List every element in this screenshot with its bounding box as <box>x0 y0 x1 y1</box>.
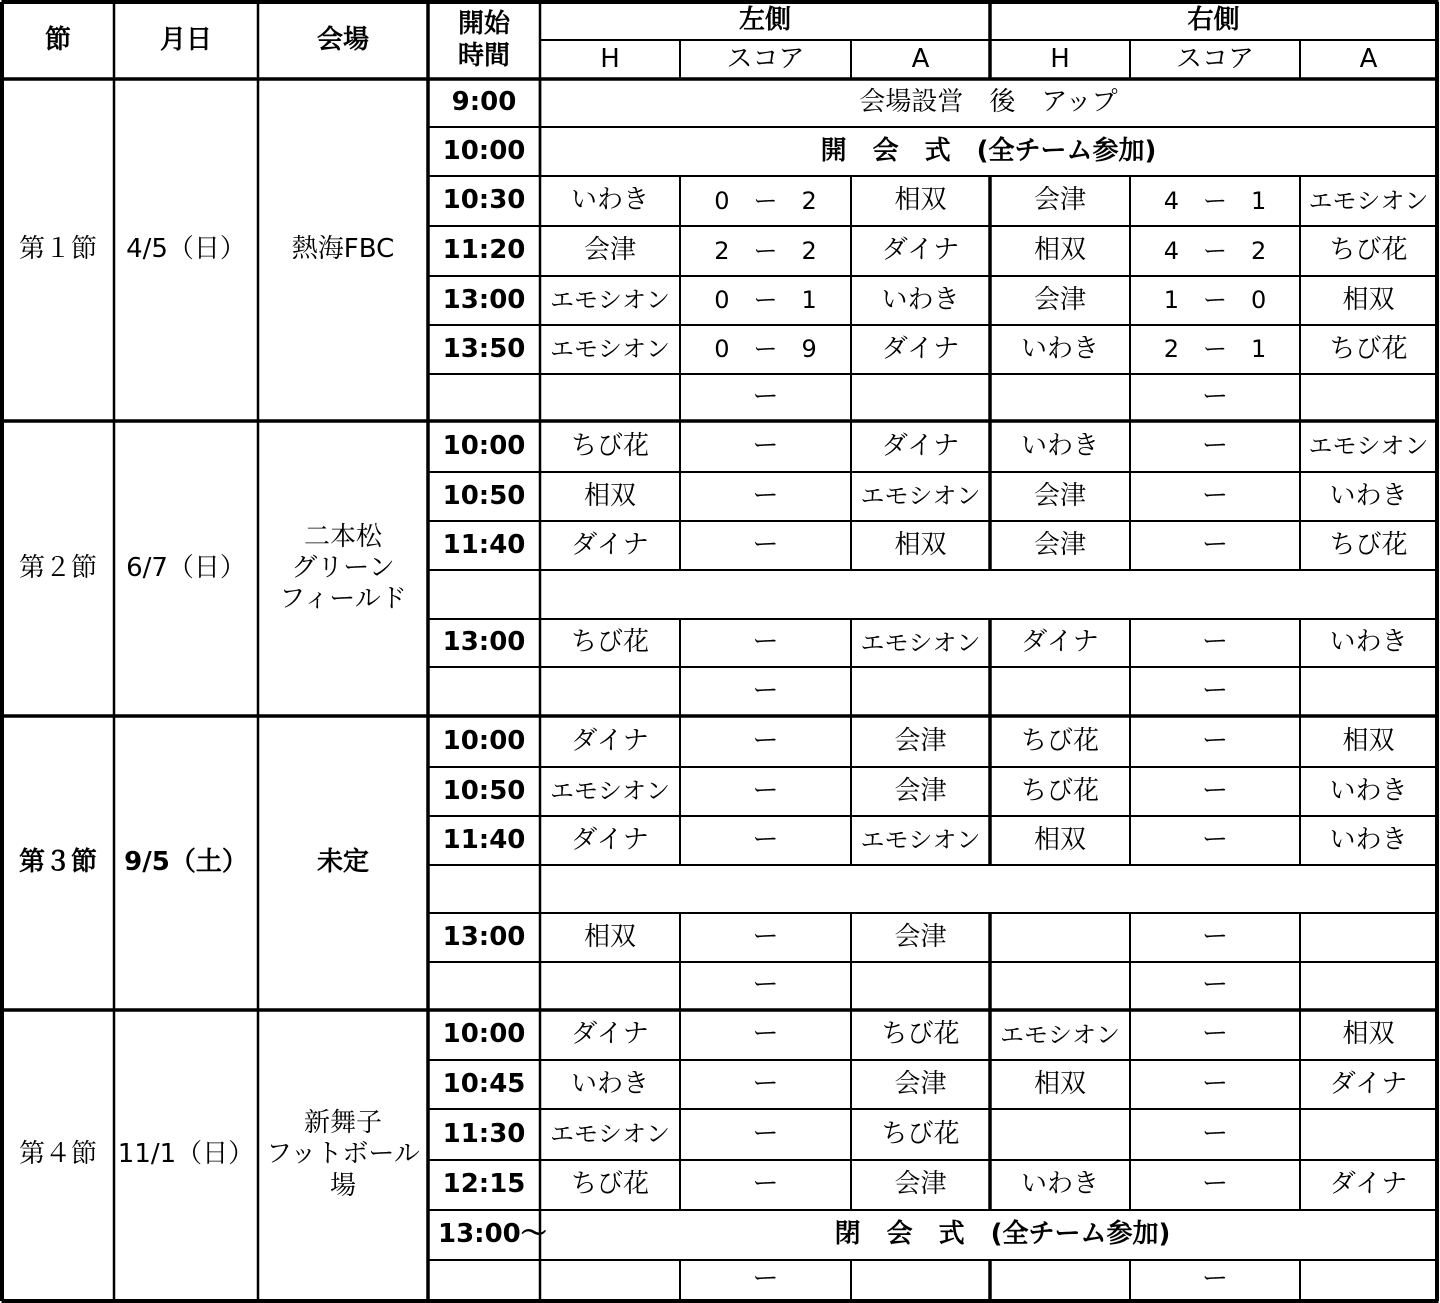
match-ra: ダイナ <box>1329 1169 1408 1200</box>
match-ra: いわき <box>1329 824 1408 855</box>
venue-line: 新舞子 <box>303 1108 382 1139</box>
round-venue <box>258 1010 428 1300</box>
match-la: ダイナ <box>881 333 960 364</box>
header-setsu: 節 <box>44 24 71 55</box>
match-ls: ー <box>752 970 779 1001</box>
match-ra: ちび花 <box>1329 235 1408 266</box>
header-start-time <box>428 2 540 79</box>
match-la: エモシオン <box>860 482 981 511</box>
time-cell: 10:00 <box>442 1019 526 1050</box>
match-ls: ー <box>752 725 779 756</box>
match-ra <box>1300 962 1437 1010</box>
span-cell: 開 会 式 (全チーム参加) <box>820 135 1157 166</box>
match-rh: 相双 <box>1033 824 1086 855</box>
match-la: 会津 <box>894 775 947 806</box>
time-cell: 12:15 <box>442 1169 526 1200</box>
header-col-h: H <box>1050 43 1070 74</box>
match-rs: ー <box>1201 381 1228 412</box>
match-la: ダイナ <box>881 430 960 461</box>
match-ls: ー <box>752 775 779 806</box>
match-lh: ダイナ <box>571 824 649 855</box>
match-rh: 相双 <box>1033 1068 1086 1099</box>
match-lh: エモシオン <box>550 335 670 364</box>
match-rh: エモシオン <box>1000 1020 1120 1049</box>
time-cell <box>428 1260 540 1300</box>
round-date: 11/1（日） <box>117 1139 255 1170</box>
match-ls: ー <box>752 1169 779 1200</box>
time-cell: 13:00～ <box>438 1219 547 1250</box>
match-rs: ー <box>1201 775 1228 806</box>
time-cell: 9:00 <box>451 87 517 118</box>
header-col-score: スコア <box>726 43 805 74</box>
round-label: 第４節 <box>18 1139 97 1170</box>
match-ra: エモシオン <box>1308 432 1429 461</box>
time-cell: 10:50 <box>442 480 526 511</box>
match-ra <box>1300 667 1437 716</box>
time-cell <box>428 374 540 421</box>
ceremony-cell: 閉 会 式 (全チーム参加) <box>834 1219 1171 1250</box>
header-date: 月日 <box>159 24 212 55</box>
match-lh: ちび花 <box>570 430 649 461</box>
venue-line: 未定 <box>316 847 369 878</box>
match-rs: ー <box>1201 921 1228 952</box>
match-lh: 会津 <box>583 235 636 266</box>
header-start-time-line2: 時間 <box>457 40 510 71</box>
match-ra: いわき <box>1329 480 1408 511</box>
match-lh: 相双 <box>583 921 636 952</box>
match-rh: ちび花 <box>1020 775 1099 806</box>
header-left-group: 左側 <box>738 5 791 36</box>
time-cell <box>428 667 540 716</box>
time-cell: 10:00 <box>442 430 526 461</box>
match-ra: 相双 <box>1342 1019 1395 1050</box>
match-rh: 会津 <box>1033 284 1086 315</box>
match-rs: ー <box>1201 1118 1228 1149</box>
match-ra <box>1300 913 1437 962</box>
match-rs: 4 ー 1 <box>1163 186 1267 215</box>
match-la <box>851 374 990 421</box>
match-rh <box>990 1260 1130 1300</box>
match-rs: ー <box>1201 430 1228 461</box>
match-lh: ちび花 <box>570 627 649 658</box>
match-la: いわき <box>881 284 960 315</box>
header-venue: 会場 <box>316 24 369 55</box>
span-cell: 会場設営 後 アップ <box>859 87 1118 118</box>
match-ls: ー <box>752 430 779 461</box>
round-venue <box>258 716 428 1010</box>
match-lh <box>540 1260 680 1300</box>
header-col-a: A <box>1359 43 1378 74</box>
time-cell: 10:00 <box>442 135 526 166</box>
match-ls: ー <box>752 529 779 560</box>
match-rh: いわき <box>1020 430 1099 461</box>
match-la <box>851 1260 990 1300</box>
match-rs: ー <box>1201 970 1228 1001</box>
venue-line: グリーン <box>291 552 395 583</box>
venue-line: 熱海FBC <box>291 234 395 265</box>
match-la: 会津 <box>894 1169 947 1200</box>
match-ls: 0 ー 9 <box>714 335 817 364</box>
match-lh: 相双 <box>583 480 636 511</box>
round-date: 9/5（土） <box>124 847 248 878</box>
match-ls: ー <box>752 1264 779 1295</box>
round-venue <box>258 79 428 421</box>
match-ls: ー <box>752 1118 779 1149</box>
match-ls: ー <box>752 627 779 658</box>
match-rh <box>990 962 1130 1010</box>
header-col-h: H <box>600 43 620 74</box>
match-ra <box>1300 1260 1437 1300</box>
match-la: ちび花 <box>881 1019 960 1050</box>
match-lh: いわき <box>570 185 649 216</box>
match-la: 会津 <box>894 1068 947 1099</box>
match-ra: 相双 <box>1342 284 1395 315</box>
match-ls: ー <box>752 824 779 855</box>
match-rs: ー <box>1201 675 1228 706</box>
match-ra <box>1300 374 1437 421</box>
header-start-time-line1: 開始 <box>457 9 510 40</box>
time-cell: 13:00 <box>442 921 526 952</box>
match-lh: エモシオン <box>550 1120 670 1149</box>
time-cell: 10:45 <box>442 1068 526 1099</box>
match-rs: ー <box>1201 1019 1228 1050</box>
match-lh: ダイナ <box>571 725 649 756</box>
round-label: 第３節 <box>18 847 97 878</box>
match-ra <box>1300 1109 1437 1160</box>
match-la: 相双 <box>894 529 947 560</box>
match-rs: 1 ー 0 <box>1163 286 1267 315</box>
match-rs: 4 ー 2 <box>1163 236 1267 265</box>
match-rh <box>990 1109 1130 1160</box>
match-la: 会津 <box>894 921 947 952</box>
match-ra: ちび花 <box>1329 529 1408 560</box>
match-rs: ー <box>1201 480 1228 511</box>
match-la <box>851 962 990 1010</box>
header-right-group: 右側 <box>1187 5 1240 36</box>
match-ra: いわき <box>1329 775 1408 806</box>
match-ls: ー <box>752 381 779 412</box>
time-cell: 13:50 <box>442 333 526 364</box>
header-col-score: スコア <box>1175 43 1254 74</box>
match-rs: ー <box>1201 529 1228 560</box>
match-ls: 0 ー 2 <box>714 186 817 215</box>
match-la: 相双 <box>894 185 947 216</box>
match-rs: ー <box>1201 824 1228 855</box>
venue-line: 場 <box>329 1170 356 1201</box>
match-la: ダイナ <box>881 235 960 266</box>
header-col-a: A <box>911 43 930 74</box>
match-lh: ちび花 <box>570 1169 649 1200</box>
match-lh: ダイナ <box>571 1019 649 1050</box>
time-cell: 10:00 <box>442 725 526 756</box>
venue-line: 二本松 <box>303 521 382 552</box>
time-cell <box>428 962 540 1010</box>
time-cell: 10:50 <box>442 775 526 806</box>
match-rs: ー <box>1201 725 1228 756</box>
match-ls: 0 ー 1 <box>714 286 817 315</box>
match-rs: ー <box>1201 627 1228 658</box>
round-date: 4/5（日） <box>126 234 246 265</box>
match-rh: ちび花 <box>1020 725 1099 756</box>
match-rh: 相双 <box>1033 235 1086 266</box>
match-la: エモシオン <box>860 826 981 855</box>
time-cell: 11:40 <box>442 529 526 560</box>
match-ra: ダイナ <box>1329 1068 1408 1099</box>
match-ra: いわき <box>1329 627 1408 658</box>
time-cell: 11:40 <box>442 824 526 855</box>
match-rh: 会津 <box>1033 185 1086 216</box>
match-rs: ー <box>1201 1169 1228 1200</box>
venue-line: フィールド <box>279 584 407 615</box>
time-cell: 13:00 <box>442 284 526 315</box>
round-label: 第２節 <box>18 552 97 583</box>
match-ra: ちび花 <box>1329 333 1408 364</box>
match-rh <box>990 913 1130 962</box>
match-lh <box>540 962 680 1010</box>
round-label: 第１節 <box>18 234 97 265</box>
match-lh <box>540 667 680 716</box>
match-rs: ー <box>1201 1068 1228 1099</box>
match-lh <box>540 374 680 421</box>
match-rh <box>990 374 1130 421</box>
match-lh: エモシオン <box>550 286 670 315</box>
time-cell: 11:30 <box>442 1118 526 1149</box>
match-rh: いわき <box>1020 333 1099 364</box>
match-rs: ー <box>1201 1264 1228 1295</box>
time-cell: 10:30 <box>442 185 526 216</box>
match-rh: ダイナ <box>1021 627 1099 658</box>
match-rh <box>990 667 1130 716</box>
match-la: ちび花 <box>881 1118 960 1149</box>
match-rs: 2 ー 1 <box>1163 335 1267 364</box>
match-lh: いわき <box>570 1068 649 1099</box>
time-cell: 11:20 <box>442 235 526 266</box>
match-ls: ー <box>752 1068 779 1099</box>
match-ra: エモシオン <box>1308 186 1429 215</box>
match-ls: ー <box>752 675 779 706</box>
match-ls: ー <box>752 1019 779 1050</box>
match-rh: 会津 <box>1033 529 1086 560</box>
time-cell: 13:00 <box>442 627 526 658</box>
match-ls: ー <box>752 480 779 511</box>
venue-line: フットボール <box>266 1139 420 1170</box>
match-ls: 2 ー 2 <box>714 236 817 265</box>
match-ls: ー <box>752 921 779 952</box>
round-venue <box>258 421 428 716</box>
match-lh: エモシオン <box>550 777 670 806</box>
match-la: 会津 <box>894 725 947 756</box>
match-la <box>851 667 990 716</box>
match-rh: 会津 <box>1033 480 1086 511</box>
match-lh: ダイナ <box>571 529 649 560</box>
match-la: エモシオン <box>860 628 981 657</box>
match-rh: いわき <box>1020 1169 1099 1200</box>
round-date: 6/7（日） <box>126 552 246 583</box>
match-ra: 相双 <box>1342 725 1395 756</box>
